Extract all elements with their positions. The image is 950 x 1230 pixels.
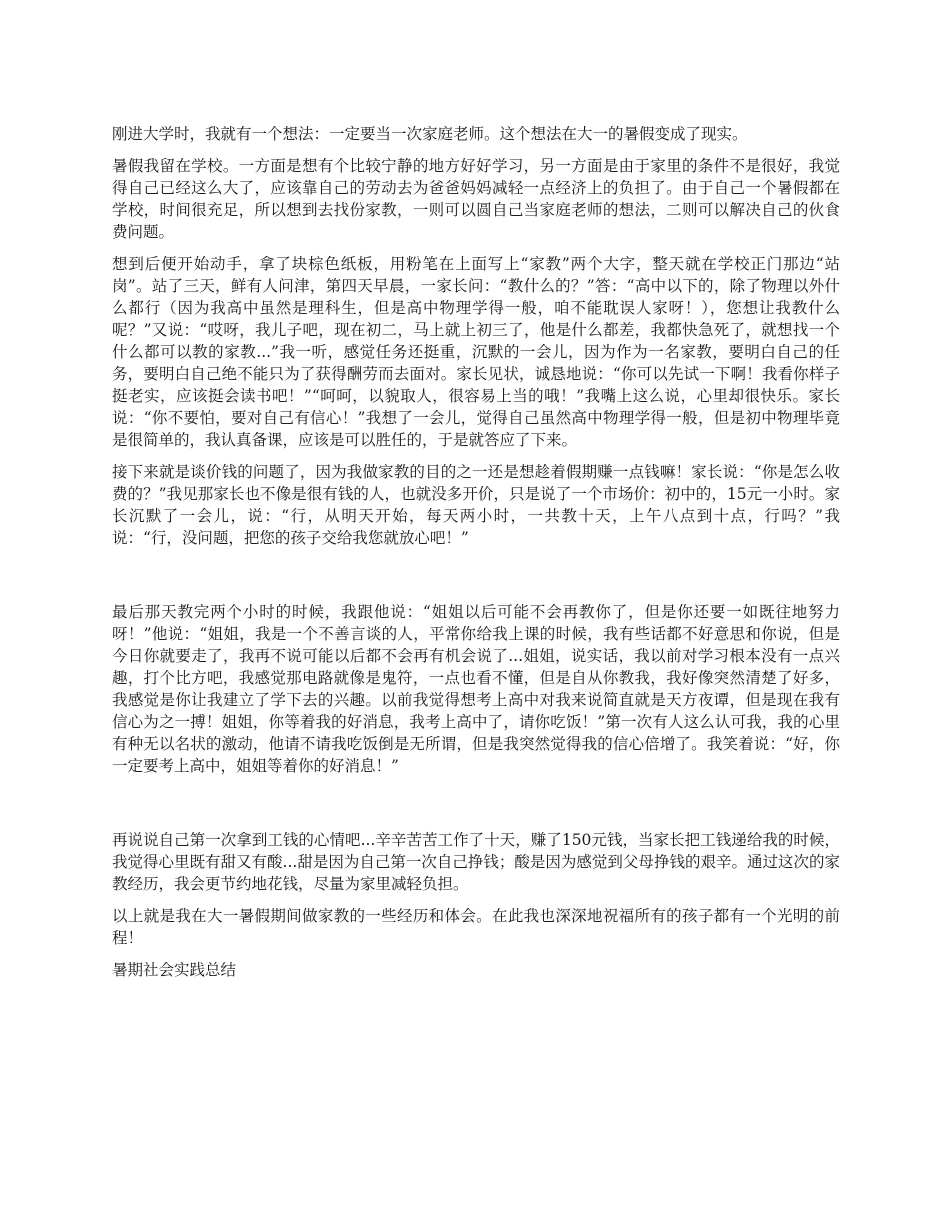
paragraph-5: 最后那天教完两个小时的时候，我跟他说：“姐姐以后可能不会再教你了，但是你还要一如既往地努力呀！”他说：“姐姐，我是一个不善言谈的人，平常你给我上课的时候，我有些话都不好意思和你说，但是今日你就要走了，我再不说可能以后都不会再有机会说了...姐姐，说实话，我以前对学习根本没有一点兴趣，打个比方吧，我感觉那电路就像是鬼符，一点也看不懂，但是自从你教我，我好像突然清楚了好多，我感觉是你让我建立了学下去的兴趣。以前我觉得想考上高中对我来说简直就是天方夜谭，但是现在我有信心为之一搏！姐姐，你等着我的好消息，我考上高中了，请你吃饭！”第一次有人这么认可我，我的心里有种无以名状的激动，他请不请我吃饭倒是无所谓，但是我突然觉得我的信心倍增了。我笑着说：“好，你一定要考上高中，姐姐等着你的好消息！” bbox=[112, 603, 840, 775]
paragraph-3: 想到后便开始动手，拿了块棕色纸板，用粉笔在上面写上“家教”两个大字，整天就在学校正门那边“站岗”。站了三天，鲜有人问津，第四天早晨，一家长问：“教什么的？”答：“高中以下的，除了物理以外什么都行（因为我高中虽然是理科生，但是高中物理学得一般，咱不能耽误人家呀！），您想让我教什么呢？”又说：“哎呀，我儿子吧，现在初二，马上就上初三了，他是什么都差，我都快急死了，就想找一个什么都可以教的家教...”我一听，感觉任务还挺重，沉默的一会儿，因为作为一名家教，要明白自己的任务，要明白自己绝不能只为了获得酬劳而去面对。家长见状，诚恳地说：“你可以先试一下啊！我看你样子挺老实，应该挺会读书吧！”“呵呵，以貌取人，很容易上当的哦！”我嘴上这么说，心里却很快乐。家长说：“你不要怕，要对自己有信心！”我想了一会儿，觉得自己虽然高中物理学得一般，但是初中物理毕竟是很简单的，我认真备课，应该是可以胜任的，于是就答应了下来。 bbox=[112, 255, 840, 449]
paragraph-1: 刚进大学时，我就有一个想法：一定要当一次家庭老师。这个想法在大一的暑假变成了现实。 bbox=[112, 125, 748, 143]
document-body bbox=[112, 123, 840, 981]
closing-title: 暑期社会实践总结 bbox=[112, 961, 237, 979]
paragraph-7: 以上就是我在大一暑假期间做家教的一些经历和体会。在此我也深深地祝福所有的孩子都有一个光明的前程！ bbox=[112, 907, 840, 947]
paragraph-6: 再说说自己第一次拿到工钱的心情吧...辛辛苦苦工作了十天，赚了150元钱，当家长把工钱递给我的时候，我觉得心里既有甜又有酸...甜是因为自己第一次自己挣钱；酸是因为感觉到父母挣钱的艰辛。通过这次的家教经历，我会更节约地花钱，尽量为家里减轻负担。 bbox=[112, 831, 840, 893]
section-gap bbox=[112, 559, 840, 601]
paragraph-2: 暑假我留在学校。一方面是想有个比较宁静的地方好好学习，另一方面是由于家里的条件不是很好，我觉得自己已经这么大了，应该靠自己的劳动去为爸爸妈妈减轻一点经济上的负担了。由于自己一个暑假都在学校，时间很充足，所以想到去找份家教，一则可以圆自己当家庭老师的想法，二则可以解决自己的伙食费问题。 bbox=[112, 157, 840, 241]
section-gap bbox=[112, 787, 840, 829]
paragraph-4: 接下来就是谈价钱的问题了，因为我做家教的目的之一还是想趁着假期赚一点钱嘛！家长说：“你是怎么收费的？”我见那家长也不像是很有钱的人，也就没多开价，只是说了一个市场价：初中的，15元一小时。家长沉默了一会儿，说：“行，从明天开始，每天两小时，一共教十天，上午八点到十点，行吗？”我说：“行，没问题，把您的孩子交给我您就放心吧！” bbox=[112, 463, 840, 547]
